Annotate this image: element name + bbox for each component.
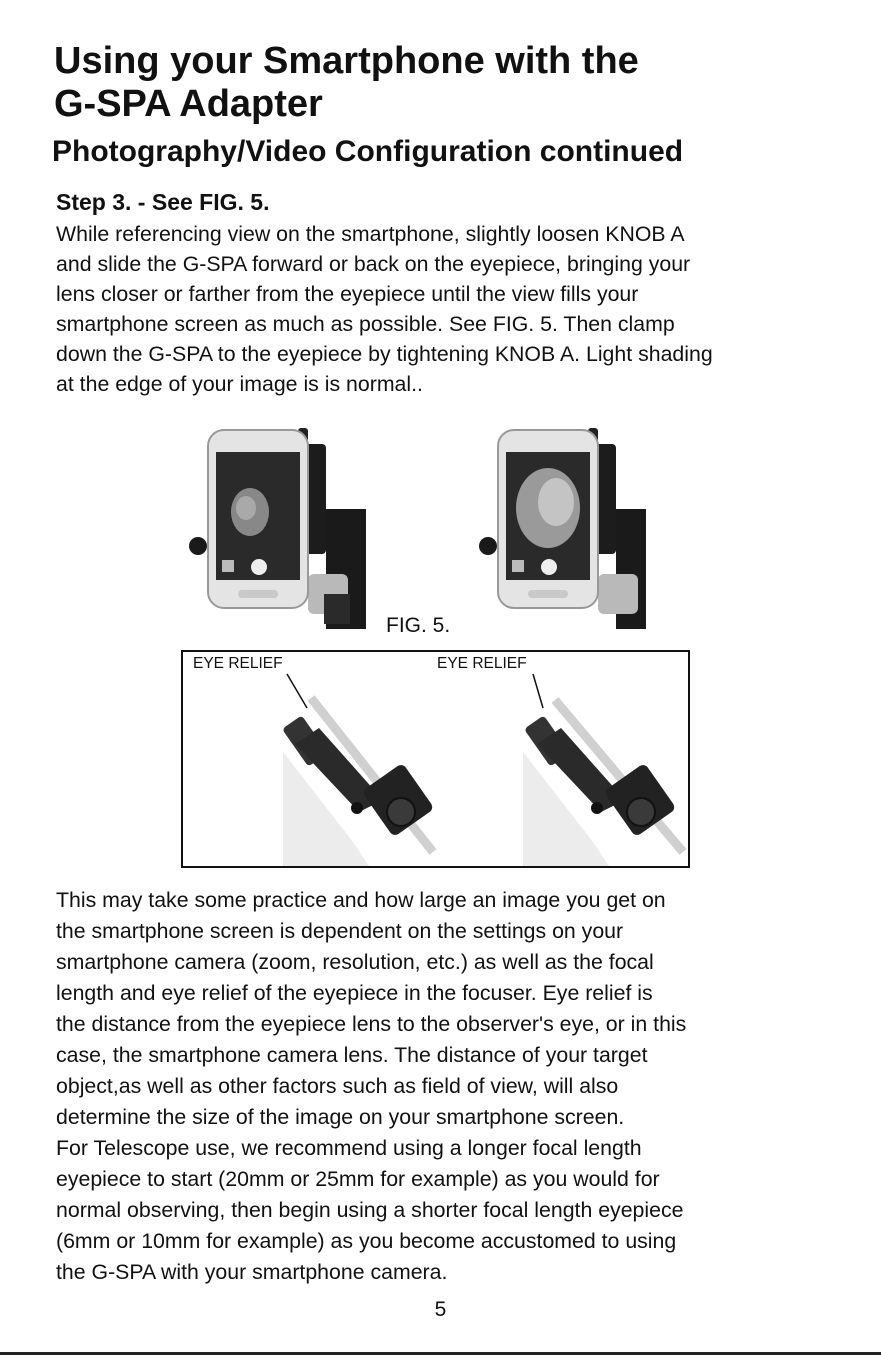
text-line: lens closer or farther from the eyepiece until the view fills your xyxy=(56,282,639,306)
text-line: This may take some practice and how large an image you get on xyxy=(56,888,666,912)
text-line: smartphone screen as much as possible. See FIG. 5. Then clamp xyxy=(56,312,675,336)
text-line: smartphone camera (zoom, resolution, etc.) as well as the focal xyxy=(56,950,654,974)
text-line: normal observing, then begin using a shorter focal length eyepiece xyxy=(56,1198,684,1222)
text-line: the smartphone screen is dependent on the settings on your xyxy=(56,919,624,943)
text-line: (6mm or 10mm for example) as you become accustomed to using xyxy=(56,1229,677,1253)
eye-relief-figure xyxy=(181,650,690,868)
explanation-paragraph xyxy=(56,885,866,1288)
eye-relief-label-right: EYE RELIEF xyxy=(437,655,527,672)
phone-adapter-photo-left xyxy=(186,424,366,634)
phone-adapter-photo-right xyxy=(476,424,656,634)
text-line: determine the size of the image on your smartphone screen. xyxy=(56,1105,625,1129)
step-heading: Step 3. - See FIG. 5. xyxy=(56,189,270,215)
text-line: the G-SPA with your smartphone camera. xyxy=(56,1260,448,1284)
figure-caption: FIG. 5. xyxy=(386,614,451,637)
title-line-1: Using your Smartphone with the xyxy=(54,40,639,82)
text-line: at the edge of your image is is normal.. xyxy=(56,372,423,396)
page-number: 5 xyxy=(434,1298,447,1321)
text-line: For Telescope use, we recommend using a longer focal length xyxy=(56,1136,642,1160)
title-line-2: G-SPA Adapter xyxy=(54,83,323,125)
step-paragraph xyxy=(56,219,866,399)
eye-relief-illustration xyxy=(183,652,688,866)
page-bottom-rule xyxy=(0,1352,881,1355)
text-line: object,as well as other factors such as field of view, will also xyxy=(56,1074,619,1098)
text-line: case, the smartphone camera lens. The distance of your target xyxy=(56,1043,648,1067)
text-line: down the G-SPA to the eyepiece by tightening KNOB A. Light shading xyxy=(56,342,713,366)
section-subtitle: Photography/Video Configuration continued xyxy=(52,135,684,168)
text-line: While referencing view on the smartphone, slightly loosen KNOB A xyxy=(56,222,685,246)
text-line: eyepiece to start (20mm or 25mm for example) as you would for xyxy=(56,1167,660,1191)
text-line: length and eye relief of the eyepiece in the focuser. Eye relief is xyxy=(56,981,653,1005)
text-line: and slide the G-SPA forward or back on the eyepiece, bringing your xyxy=(56,252,691,276)
text-line: the distance from the eyepiece lens to the observer's eye, or in this xyxy=(56,1012,687,1036)
eye-relief-label-left: EYE RELIEF xyxy=(193,655,283,672)
page-title xyxy=(54,40,854,126)
